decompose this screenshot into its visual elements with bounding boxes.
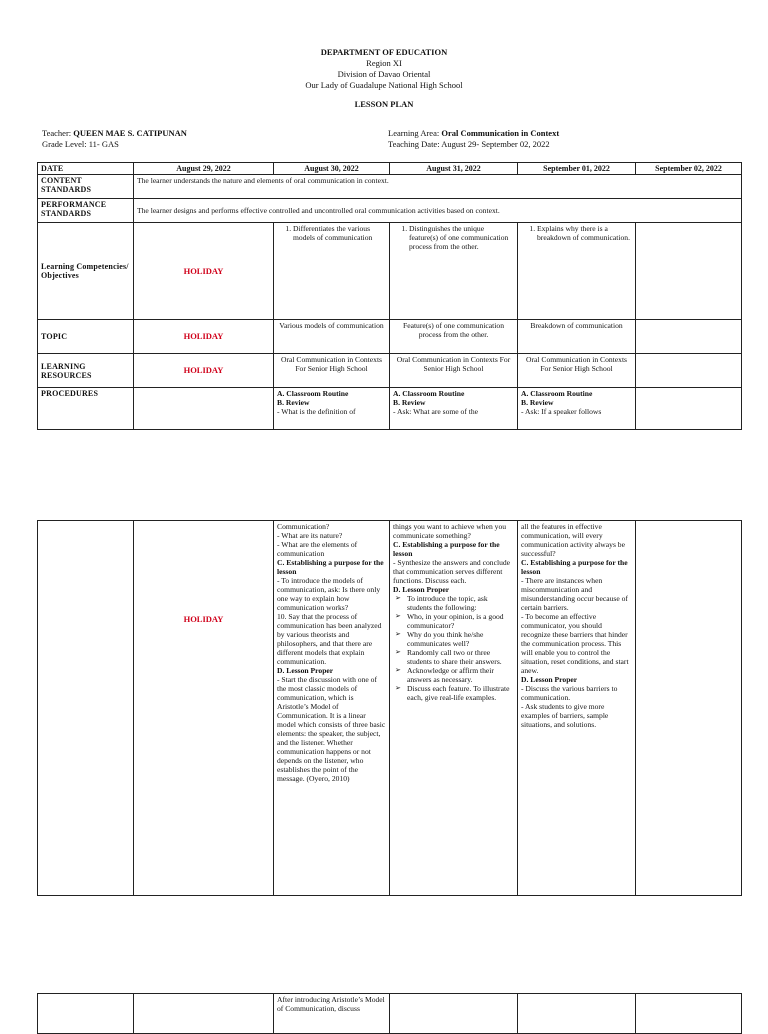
step-heading: B. Review	[521, 398, 554, 407]
dates-value: August 29- September 02, 2022	[441, 139, 550, 149]
lesson-plan-table-page3	[37, 993, 742, 1034]
empty-cell	[134, 388, 274, 430]
resource-cell: Oral Communication in Contexts For Senior High School	[274, 354, 390, 388]
resource-cell: Oral Communication in Contexts For Senior High School	[390, 354, 518, 388]
teacher-name: QUEEN MAE S. CATIPUNAN	[73, 128, 187, 138]
step-heading: A. Classroom Routine	[277, 389, 349, 398]
topic-cell: Feature(s) of one communication process from the other.	[390, 320, 518, 354]
step-heading: A. Classroom Routine	[393, 389, 465, 398]
procedure-cell	[390, 521, 518, 896]
department-title: DEPARTMENT OF EDUCATION	[320, 47, 448, 57]
procedure-text: things you want to achieve when you communicate something?	[393, 522, 507, 540]
bullet-item: ➢ Acknowledge or affirm their answers as necessary.	[393, 666, 514, 684]
procedure-text: - What is the definition of	[277, 407, 356, 416]
empty-cell	[134, 994, 274, 1034]
procedure-text: - Discuss the various barriers to communication.	[521, 684, 618, 702]
empty-cell	[636, 994, 742, 1034]
label-line: RESOURCES	[41, 370, 92, 380]
procedure-text: - Start the discussion with one of the most classic models of communication, which is Aristotle’s Model of Communication. It is a linear model which consists of three basic elements: the speaker, the subject, and the listener. Whether communication happens or not depends on the listener, who establishes the point of the message. (Oyero, 2010)	[277, 675, 386, 783]
procedure-bullet-list	[393, 594, 514, 702]
lesson-plan-title: LESSON PLAN	[354, 99, 414, 109]
teacher-line	[42, 128, 187, 139]
learning-resources-label	[38, 354, 134, 388]
step-heading: C. Establishing a purpose for the lesson	[277, 558, 384, 576]
lesson-plan-table-page2	[37, 520, 742, 896]
date-row	[38, 163, 742, 175]
competency-item: 1. Explains why there is a breakdown of communication.	[537, 224, 632, 242]
procedure-text: - What are its nature?	[277, 531, 343, 540]
competency-cell	[390, 223, 518, 320]
division-line: Division of Davao Oriental	[337, 69, 431, 79]
region-line: Region XI	[366, 58, 402, 68]
bullet-item: ➢ To introduce the topic, ask students the following:	[393, 594, 514, 612]
learning-competencies-row	[38, 223, 742, 320]
bullet-item: ➢ Randomly call two or three students to share their answers.	[393, 648, 514, 666]
empty-cell	[636, 223, 742, 320]
step-heading: D. Lesson Proper	[277, 666, 334, 675]
procedure-text: - There are instances when miscommunication and misunderstanding occur because of certain barriers.	[521, 576, 628, 612]
procedure-text: - To introduce the models of communication, ask: Is there only one way to explain how communication works?	[277, 576, 381, 612]
document-header	[0, 47, 768, 91]
bullet-item: ➢ Discuss each feature. To illustrate each, give real-life examples.	[393, 684, 514, 702]
empty-cell	[518, 994, 636, 1034]
grade-label: Grade Level:	[42, 139, 87, 149]
procedure-text: Communication?	[277, 522, 330, 531]
label-line: STANDARDS	[41, 185, 92, 194]
label-line: PERFORMANCE	[41, 200, 107, 209]
school-line: Our Lady of Guadalupe National High School	[305, 80, 463, 90]
competency-item: 1. Differentiates the various models of communication	[293, 224, 386, 242]
empty-cell	[636, 320, 742, 354]
step-heading: B. Review	[277, 398, 310, 407]
procedure-text: - Ask: What are some of the	[393, 407, 479, 416]
date-cell: September 01, 2022	[518, 163, 636, 175]
holiday-label: HOLIDAY	[134, 320, 274, 354]
empty-cell	[636, 354, 742, 388]
step-heading: C. Establishing a purpose for the lesson	[393, 540, 500, 558]
holiday-label: HOLIDAY	[134, 354, 274, 388]
empty-cell	[636, 521, 742, 896]
resource-cell: Oral Communication in Contexts For Senior High School	[518, 354, 636, 388]
teacher-label: Teacher:	[42, 128, 72, 138]
area-line	[388, 128, 559, 139]
label-line: CONTENT	[41, 176, 82, 185]
step-heading: C. Establishing a purpose for the lesson	[521, 558, 628, 576]
procedures-label: PROCEDURES	[38, 388, 134, 430]
content-standards-row	[38, 175, 742, 199]
procedures-row	[38, 388, 742, 430]
area-label: Learning Area:	[388, 128, 440, 138]
procedure-text: all the features in effective communication, will every communication activity always be successful?	[521, 522, 625, 558]
learning-resources-row	[38, 354, 742, 388]
procedure-text: - To become an effective communicator, you should recognize these barriers that hinder the communication process. This will enable you to control the situation, reset conditions, and start anew.	[521, 612, 629, 675]
procedure-text: - What are the elements of communication	[277, 540, 358, 558]
date-cell: August 29, 2022	[134, 163, 274, 175]
procedures-continued-row	[38, 994, 742, 1034]
topic-label: TOPIC	[38, 320, 134, 354]
performance-standards-label	[38, 199, 134, 223]
holiday-label: HOLIDAY	[134, 521, 274, 896]
procedure-text: 10. Say that the process of communication has been analyzed by various theorists and philosophers, and that there are different models that explain communication.	[277, 612, 382, 666]
date-label: DATE	[38, 163, 134, 175]
label-line: STANDARDS	[41, 209, 92, 218]
empty-cell	[38, 994, 134, 1034]
dates-line	[388, 139, 550, 150]
procedure-cell	[274, 521, 390, 896]
procedure-text: - Ask: If a speaker follows	[521, 407, 602, 416]
topic-row	[38, 320, 742, 354]
dates-label: Teaching Date:	[388, 139, 440, 149]
bullet-item: ➢ Why do you think he/she communicates well?	[393, 630, 514, 648]
procedure-cell	[518, 388, 636, 430]
step-heading: D. Lesson Proper	[393, 585, 450, 594]
grade-value: 11- GAS	[88, 139, 119, 149]
holiday-label: HOLIDAY	[134, 223, 274, 320]
learning-competencies-label: Learning Competencies/ Objectives	[38, 223, 134, 320]
topic-cell: Breakdown of communication	[518, 320, 636, 354]
date-cell: September 02, 2022	[636, 163, 742, 175]
procedure-cell	[390, 388, 518, 430]
procedure-text: - Ask students to give more examples of barriers, sample situations, and solutions.	[521, 702, 609, 729]
procedures-continued-row	[38, 521, 742, 896]
lesson-plan-table-page1	[37, 162, 742, 430]
step-heading: D. Lesson Proper	[521, 675, 578, 684]
procedure-cell	[518, 521, 636, 896]
procedure-cell	[274, 388, 390, 430]
step-heading: B. Review	[393, 398, 426, 407]
competency-item: 1. Distinguishes the unique feature(s) of one communication process from the other.	[409, 224, 514, 251]
competency-cell	[274, 223, 390, 320]
content-standards-text: The learner understands the nature and elements of oral communication in context.	[134, 175, 742, 199]
label-line: LEARNING	[41, 361, 86, 371]
performance-standards-text: The learner designs and performs effective controlled and uncontrolled oral communication activities based on context.	[134, 199, 742, 223]
area-value: Oral Communication in Context	[441, 128, 560, 138]
performance-standards-row	[38, 199, 742, 223]
competency-cell	[518, 223, 636, 320]
topic-cell: Various models of communication	[274, 320, 390, 354]
step-heading: A. Classroom Routine	[521, 389, 593, 398]
empty-cell	[390, 994, 518, 1034]
procedure-cell: After introducing Aristotle’s Model of Communication, discuss	[274, 994, 390, 1034]
empty-cell	[38, 521, 134, 896]
procedure-text: - Synthesize the answers and conclude that communication serves different functions. Discuss each.	[393, 558, 511, 585]
bullet-item: ➢ Who, in your opinion, is a good communicator?	[393, 612, 514, 630]
empty-cell	[636, 388, 742, 430]
grade-line	[42, 139, 119, 150]
content-standards-label	[38, 175, 134, 199]
date-cell: August 31, 2022	[390, 163, 518, 175]
date-cell: August 30, 2022	[274, 163, 390, 175]
